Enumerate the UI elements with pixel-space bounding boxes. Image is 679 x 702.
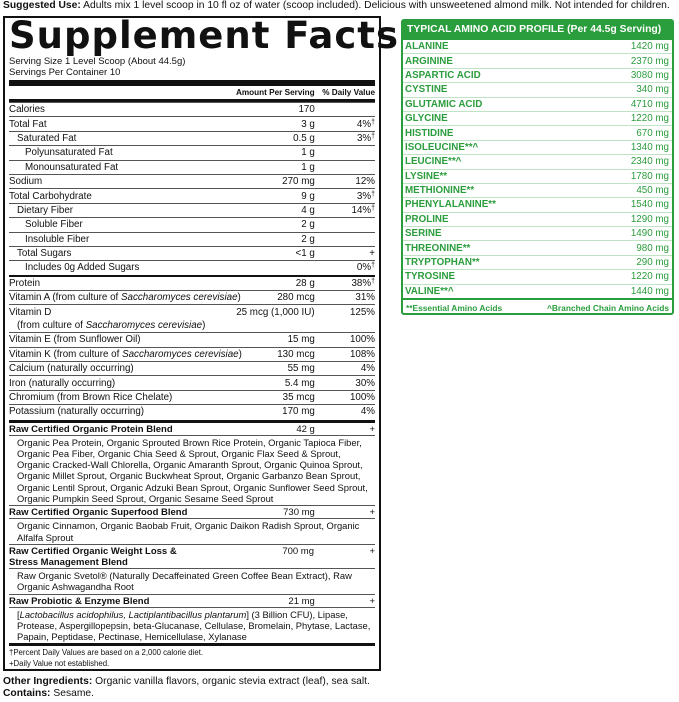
nutrient-amount: 4 g — [301, 204, 315, 216]
nutrient-amount: 1 g — [301, 147, 315, 159]
blend-amount: 21 mg — [288, 595, 315, 607]
amino-value: 2340 mg — [630, 156, 669, 168]
panel-title: Supplement Facts — [9, 14, 400, 57]
nutrient-row — [9, 347, 375, 361]
nutrient-name: Protein — [9, 277, 41, 289]
amino-name: HISTIDINE — [405, 127, 454, 139]
amino-value: 1780 mg — [630, 170, 669, 182]
amino-name: ASPARTIC ACID — [405, 69, 481, 81]
nutrient-amount: 15 mg — [287, 334, 315, 346]
nutrient-name: Vitamin D — [9, 306, 52, 318]
nutrient-dv: 4% — [360, 406, 375, 418]
amino-value: 1420 mg — [630, 41, 669, 53]
amino-name: LYSINE** — [405, 170, 448, 182]
other-text: Organic vanilla flavors, organic stevia extract (leaf), sea salt. — [95, 676, 370, 687]
nutrient-amount: 25 mcg (1,000 IU) — [236, 306, 315, 318]
nutrient-name: Calories — [9, 104, 45, 116]
nutrient-amount: 28 g — [295, 277, 315, 289]
nutrient-name: Total Sugars — [17, 248, 72, 260]
amino-row — [403, 285, 672, 298]
nutrient-dv: 3%† — [356, 132, 376, 144]
nutrient-dv: 30% — [355, 377, 375, 389]
nutrient-name: Iron (naturally occurring) — [9, 377, 116, 389]
blend-rows — [9, 423, 375, 644]
nutrient-amount: 170 — [298, 104, 315, 116]
amino-row — [403, 256, 672, 270]
nutrient-name: Vitamin E (from Sunflower Oil) — [9, 334, 141, 346]
nutrient-amount: <1 g — [295, 248, 315, 260]
nutrient-dv: 4% — [360, 363, 375, 375]
amino-value: 450 mg — [636, 185, 669, 197]
nutrient-name: Soluble Fiber — [25, 219, 83, 231]
amino-value: 670 mg — [636, 127, 669, 139]
blend-amount: 730 mg — [283, 507, 315, 519]
nutrient-dv: 108% — [349, 348, 375, 360]
nutrient-row — [9, 217, 375, 231]
blend-row — [9, 544, 375, 568]
blend-ingredients: Organic Pea Protein, Organic Sprouted Brown Rice Protein, Organic Tapioca Fiber, Organic Pea Fiber, Organic Chia Seed & Sprout, Organic Flax Seed & Sprout, Organic Cracked-Wall Chlorella, Organic Amaranth Sprout, Organic Quinoa Sprout, Organic Millet Sprout, Organic Buckwheat Sprout, Organic Garbanzo Bean Sprout, Organic Lentil Sprout, Organic Adzuki Bean Sprout, Organic Sunflower Seed Sprout, Organic Pumpkin Seed Sprout, Organic Sesame Seed Sprout — [9, 435, 375, 506]
nutrient-row — [9, 275, 375, 290]
nutrient-row — [9, 319, 375, 332]
amino-row — [403, 213, 672, 227]
amino-name: THREONINE** — [405, 242, 471, 254]
nutrient-amount: 280 mcg — [277, 292, 315, 304]
bcaa-note: ^Branched Chain Amino Acids — [546, 303, 669, 314]
amino-row — [403, 83, 672, 97]
nutrient-amount: 3 g — [301, 118, 315, 130]
blend-dv: + — [369, 545, 375, 557]
nutrient-row — [9, 332, 375, 346]
amount-header: Amount Per Serving — [235, 88, 315, 97]
amino-value: 340 mg — [636, 84, 669, 96]
nutrient-name: Monounsaturated Fat — [25, 161, 119, 173]
amino-name: TRYPTOPHAN** — [405, 257, 480, 269]
amino-row — [403, 198, 672, 212]
blend-amount: 42 g — [296, 423, 315, 435]
nutrient-row — [9, 390, 375, 404]
amino-value: 3080 mg — [630, 69, 669, 81]
suggested-use-label: Suggested Use: — [3, 0, 81, 11]
nutrient-row — [9, 232, 375, 246]
nutrient-name: Saturated Fat — [17, 132, 77, 144]
nutrient-dv: 31% — [355, 292, 375, 304]
amino-value: 1440 mg — [630, 285, 669, 297]
blend-ingredients: [Lactobacillus acidophilus, Lactiplantibacillus plantarum] (3 Billion CFU), Lipase, Protease, Aspergillopepsin, beta-Glucanase, Cellulase, Bromelain, Phytase, Lactase, Papain, Peptidase, Pectinase, Hemicellulase, Xylanase — [9, 607, 375, 644]
nutrient-amount: 35 mcg — [282, 392, 315, 403]
nutrient-row — [9, 145, 375, 159]
blend-ingredients: Organic Cinnamon, Organic Baobab Fruit, Organic Daikon Radish Sprout, Organic Alfalfa Sprout — [9, 518, 375, 544]
servings-per-container: Servings Per Container 10 — [9, 67, 121, 78]
amino-name: LEUCINE**^ — [405, 156, 462, 168]
nutrient-row — [9, 304, 375, 318]
amino-value: 1220 mg — [630, 113, 669, 125]
nutrient-name: Vitamin A (from culture of Saccharomyces cerevisiae) — [9, 292, 241, 304]
nutrient-row — [9, 404, 375, 418]
amino-name: VALINE**^ — [405, 285, 454, 297]
amino-value: 1290 mg — [630, 213, 669, 225]
amino-row — [403, 155, 672, 169]
nutrient-name: Dietary Fiber — [17, 204, 74, 216]
amino-row — [403, 241, 672, 255]
nutrient-amount: 9 g — [301, 190, 315, 202]
nutrient-name: Calcium (naturally occurring) — [9, 363, 134, 375]
amino-value: 1340 mg — [630, 141, 669, 153]
nutrient-name: Chromium (from Brown Rice Chelate) — [9, 392, 173, 403]
nutrient-row — [9, 290, 375, 304]
other-ingredients — [3, 676, 370, 700]
contains-text: Sesame. — [53, 688, 94, 699]
amino-name: PROLINE — [405, 213, 449, 225]
nutrient-dv: 14%† — [351, 204, 376, 216]
amino-row — [403, 184, 672, 198]
contains-label: Contains: — [3, 688, 51, 699]
amino-row — [403, 40, 672, 54]
nutrient-name: Vitamin K (from culture of Saccharomyces cerevisiae) — [9, 348, 242, 360]
amino-value: 1220 mg — [630, 271, 669, 283]
blend-name: Raw Certified Organic Weight Loss & Stress Management Blend — [9, 545, 177, 568]
blend-row — [9, 423, 375, 435]
amino-rows — [403, 40, 672, 298]
nutrient-row — [9, 131, 375, 145]
nutrient-name: Sodium — [9, 176, 43, 188]
amino-name: ARGININE — [405, 55, 453, 67]
footnote-1: †Percent Daily Values are based on a 2,000 calorie diet. — [9, 648, 204, 658]
nutrient-dv: 0%† — [356, 262, 375, 274]
dv-header: % Daily Value — [322, 88, 375, 97]
blend-dv: + — [369, 507, 375, 519]
nutrient-row — [9, 203, 375, 217]
other-label: Other Ingredients: — [3, 676, 93, 687]
amino-name: GLUTAMIC ACID — [405, 98, 483, 110]
amino-footer — [403, 298, 672, 313]
amino-name: ISOLEUCINE**^ — [405, 141, 479, 153]
amino-name: ALANINE — [405, 41, 449, 53]
blend-dv: + — [369, 423, 375, 435]
nutrient-dv: 100% — [349, 392, 375, 403]
nutrient-amount: 2 g — [301, 233, 315, 245]
nutrient-amount: 170 mg — [282, 406, 315, 418]
blend-ingredients: Raw Organic Svetol® (Naturally Decaffeinated Green Coffee Bean Extract), Raw Organic Ashwagandha Root — [9, 568, 375, 594]
amino-value: 290 mg — [636, 257, 669, 269]
nutrient-row — [9, 102, 375, 116]
amino-row — [403, 270, 672, 284]
amino-row — [403, 227, 672, 241]
nutrient-amount: 1 g — [301, 161, 315, 173]
nutrient-row — [9, 188, 375, 202]
amino-name: GLYCINE — [405, 113, 448, 125]
nutrient-dv: 3%† — [356, 190, 375, 202]
nutrient-row — [9, 160, 375, 174]
blend-name: Raw Probiotic & Enzyme Blend — [9, 595, 150, 607]
nutrient-amount: 2 g — [301, 219, 315, 231]
nutrient-row — [9, 260, 375, 274]
blend-name: Raw Certified Organic Superfood Blend — [9, 507, 188, 519]
blend-dv: + — [369, 595, 375, 607]
nutrient-name: (from culture of Saccharomyces cerevisiae) — [17, 320, 206, 332]
amino-value: 4710 mg — [630, 98, 669, 110]
amino-acid-profile — [401, 19, 674, 315]
nutrient-dv: 38%† — [351, 277, 375, 289]
suggested-use-text: Adults mix 1 level scoop in 10 fl oz of water (scoop included). Delicious with unsweetened almond milk. Not intended for children. — [83, 0, 670, 11]
nutrient-dv: 12% — [355, 176, 375, 188]
nutrient-row — [9, 375, 375, 389]
supplement-facts-panel — [3, 14, 400, 671]
nutrient-amount: 130 mcg — [277, 348, 315, 360]
nutrient-name: Total Fat — [9, 118, 47, 130]
serving-size: Serving Size 1 Level Scoop (About 44.5g) — [9, 56, 186, 67]
suggested-use — [3, 0, 670, 11]
blend-amount: 700 mg — [282, 545, 314, 557]
nutrient-dv: 100% — [349, 334, 375, 346]
amino-name: TYROSINE — [405, 271, 456, 283]
nutrient-amount: 55 mg — [287, 363, 315, 375]
nutrient-amount: 270 mg — [282, 176, 315, 188]
nutrient-row — [9, 246, 375, 260]
nutrient-name: Insoluble Fiber — [25, 233, 90, 245]
amino-value: 980 mg — [636, 242, 669, 254]
amino-name: PHENYLALANINE** — [405, 199, 496, 211]
nutrient-dv: 4%† — [356, 118, 375, 130]
nutrient-row — [9, 174, 375, 188]
blend-row — [9, 505, 375, 518]
nutrient-dv: + — [369, 248, 376, 260]
blend-row — [9, 594, 375, 607]
amino-value: 2370 mg — [630, 55, 669, 67]
nutrient-row — [9, 361, 375, 375]
nutrient-name: Potassium (naturally occurring) — [9, 406, 145, 418]
amino-row — [403, 170, 672, 184]
nutrient-amount: 0.5 g — [293, 132, 315, 144]
amino-row — [403, 69, 672, 83]
essential-note: **Essential Amino Acids — [406, 303, 503, 314]
nutrient-name: Includes 0g Added Sugars — [25, 262, 140, 274]
column-header — [9, 86, 375, 99]
amino-row — [403, 141, 672, 155]
nutrient-amount: 5.4 mg — [284, 377, 315, 389]
amino-value: 1490 mg — [630, 228, 669, 240]
amino-value: 1540 mg — [630, 199, 669, 211]
nutrient-row — [9, 116, 375, 130]
amino-name: CYSTINE — [405, 84, 448, 96]
nutrient-dv: 125% — [349, 306, 375, 318]
amino-row — [403, 126, 672, 140]
amino-name: METHIONINE** — [405, 185, 475, 197]
footnote-2: +Daily Value not established. — [9, 659, 110, 669]
amino-title: TYPICAL AMINO ACID PROFILE (Per 44.5g Serving) — [403, 21, 672, 40]
amino-name: SERINE — [405, 228, 442, 240]
nutrient-name: Polyunsaturated Fat — [25, 147, 113, 159]
amino-row — [403, 98, 672, 112]
blend-name: Raw Certified Organic Protein Blend — [9, 423, 173, 435]
amino-row — [403, 54, 672, 68]
nutrient-name: Total Carbohydrate — [9, 190, 92, 202]
nutrient-rows — [9, 102, 375, 419]
amino-row — [403, 112, 672, 126]
